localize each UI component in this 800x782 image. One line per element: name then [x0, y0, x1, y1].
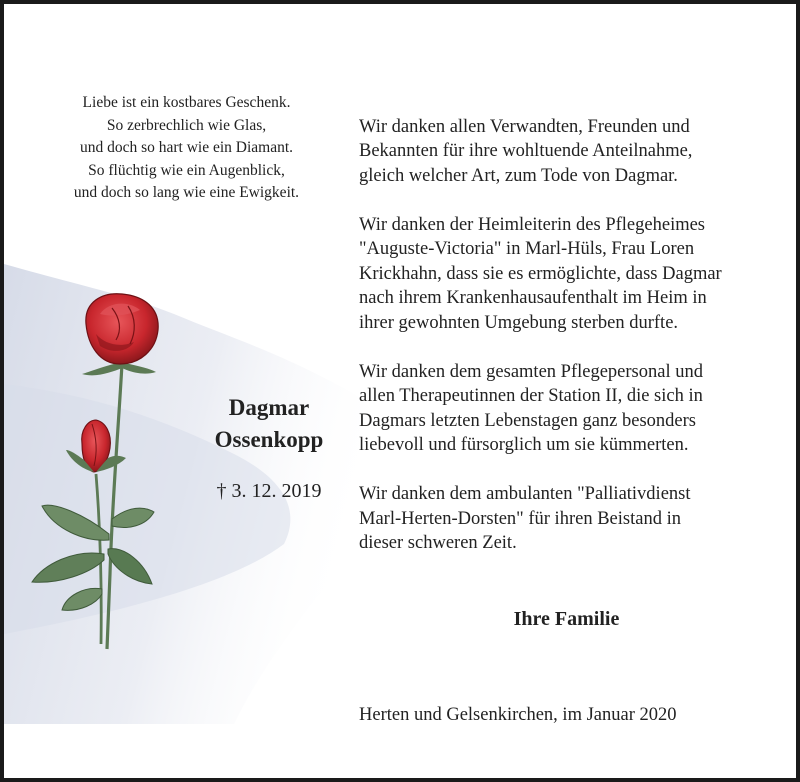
- death-date: † 3. 12. 2019: [216, 480, 322, 502]
- thanks-text: [359, 90, 789, 580]
- thanks-line: Wir danken der Heimleiterin des Pflegeheimes: [359, 214, 706, 235]
- thanks-line: ihrer gewohnten Umgebung sterben durfte.: [359, 312, 679, 333]
- deceased-name: [164, 392, 374, 456]
- family-signature: Ihre Familie: [513, 608, 620, 630]
- poem-line: und doch so lang wie eine Ewigkeit.: [73, 184, 300, 201]
- thanks-line: gleich welcher Art, zum Tode von Dagmar.: [359, 165, 678, 186]
- thanks-line: Marl-Herten-Dorsten" für ihren Beistand in: [359, 508, 681, 529]
- thanks-line: Bekannten für ihre wohltuende Anteilnahme,: [359, 141, 693, 161]
- poem-line: So zerbrechlich wie Glas,: [106, 116, 267, 134]
- rose-bloom: [86, 294, 158, 364]
- thanks-line: allen Therapeutinnen der Station II, die sich in: [359, 386, 703, 406]
- thanks-line: Wir danken dem ambulanten "Palliativdienst: [359, 484, 691, 504]
- thanks-line: "Auguste-Victoria" in Marl-Hüls, Frau Loren: [359, 239, 695, 259]
- thanks-line: dieser schweren Zeit.: [359, 533, 517, 553]
- thanks-line: nach ihrem Krankenhausaufenthalt im Heim in: [359, 288, 707, 308]
- poem: [34, 92, 339, 205]
- thanks-line: Krickhahn, dass sie es ermöglichte, dass Dagmar: [359, 263, 722, 284]
- last-name: Ossenkopp: [214, 427, 324, 452]
- poem-line: Liebe ist ein kostbares Geschenk.: [82, 94, 291, 111]
- thanks-line: Wir danken allen Verwandten, Freunden und: [359, 116, 690, 137]
- poem-line: So flüchtig wie ein Augenblick,: [88, 161, 285, 179]
- thanks-line: Wir danken dem gesamten Pflegepersonal und: [359, 361, 703, 382]
- first-name: Dagmar: [228, 395, 310, 420]
- poem-line: und doch so hart wie ein Diamant.: [79, 139, 294, 156]
- thanks-line: Dagmars letzten Lebenstagen ganz besonders: [359, 410, 696, 431]
- place-and-date: Herten und Gelsenkirchen, im Januar 2020: [359, 705, 677, 725]
- thanks-line: liebevoll und fürsorglich um sie kümmerten.: [359, 435, 689, 455]
